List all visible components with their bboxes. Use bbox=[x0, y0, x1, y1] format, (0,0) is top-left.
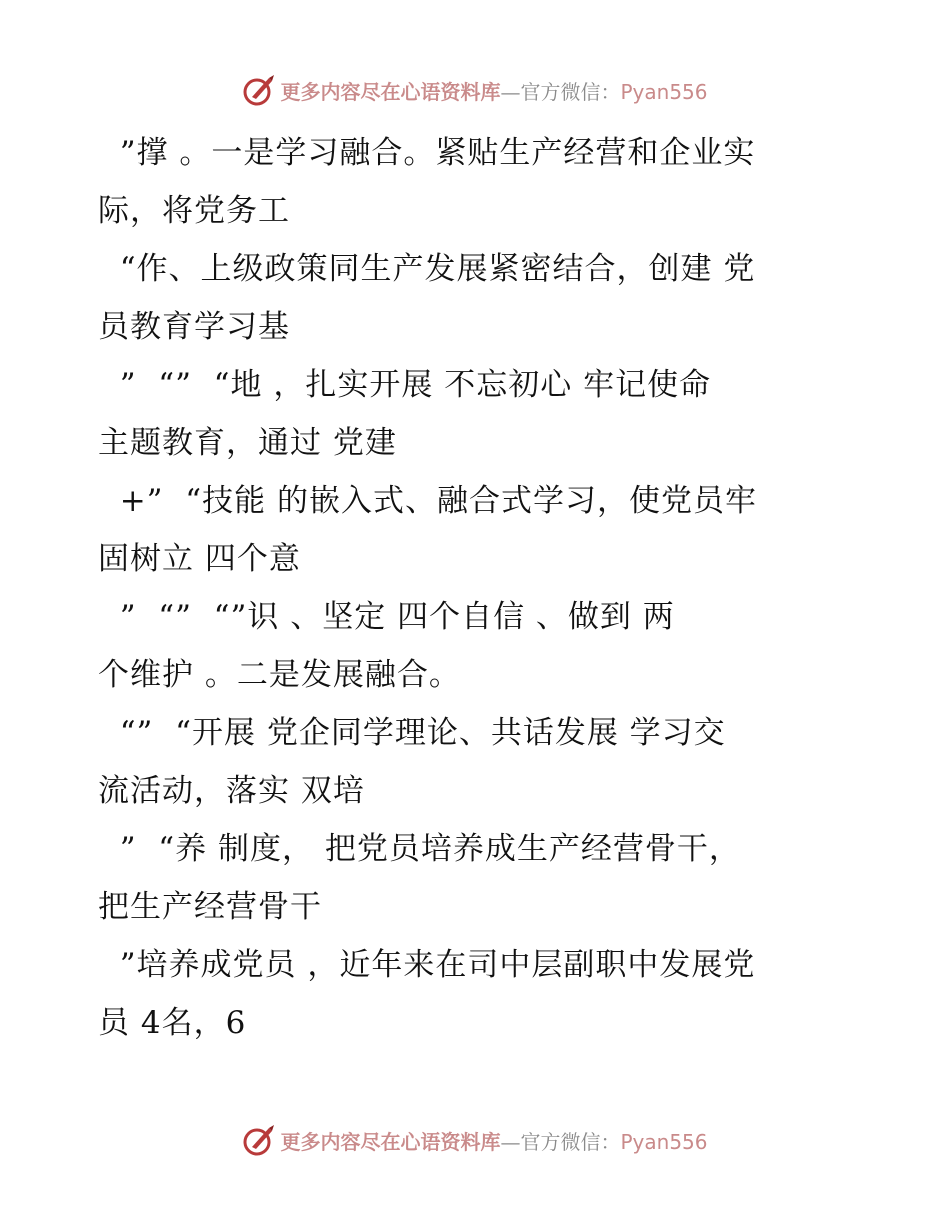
header-watermark bbox=[0, 70, 950, 110]
watermark-side-text: —官方微信： bbox=[500, 1129, 621, 1154]
body-line: ” “” “”识 、坚定 四个自信 、做到 两 bbox=[98, 599, 675, 635]
watermark-side-text: —官方微信： bbox=[500, 79, 621, 104]
body-line: 把生产经营骨干 bbox=[98, 889, 322, 925]
body-line: 员 4名，6 bbox=[98, 1005, 247, 1041]
body-line: 际，将党务工 bbox=[98, 193, 290, 229]
watermark-id-text: Pyan556 bbox=[620, 1129, 708, 1154]
body-line: 流活动，落实 双培 bbox=[98, 773, 365, 809]
watermark-main-text: 更多内容尽在心语资料库 bbox=[280, 1129, 501, 1154]
watermark-text bbox=[280, 76, 707, 105]
watermark-main-text: 更多内容尽在心语资料库 bbox=[280, 79, 501, 104]
watermark-id-text: Pyan556 bbox=[620, 79, 708, 104]
body-line: ”培养成党员 ，近年来在司中层副职中发展党 bbox=[98, 947, 756, 983]
body-line: “作、上级政策同生产发展紧密结合，创建 党 bbox=[98, 251, 756, 287]
watermark-text bbox=[280, 1126, 707, 1155]
document-body bbox=[98, 124, 858, 1052]
body-line: 员教育学习基 bbox=[98, 309, 290, 345]
body-line: 固树立 四个意 bbox=[98, 541, 301, 577]
body-line: +” “技能 的嵌入式、融合式学习，使党员牢 bbox=[98, 483, 757, 519]
body-line: 个维护 。二是发展融合。 bbox=[98, 657, 461, 693]
body-line: ”撑 。一是学习融合。紧贴生产经营和企业实 bbox=[98, 135, 756, 171]
footer-watermark bbox=[0, 1120, 950, 1160]
body-line: ” “养 制度， 把党员培养成生产经营骨干， bbox=[98, 831, 741, 867]
body-line: 主题教育，通过 党建 bbox=[98, 425, 397, 461]
body-line: “” “开展 党企同学理论、共话发展 学习交 bbox=[98, 715, 726, 751]
body-line: ” “” “地 ，扎实开展 不忘初心 牢记使命 bbox=[98, 367, 712, 403]
quill-circle-logo-icon bbox=[242, 1123, 276, 1157]
quill-circle-logo-icon bbox=[242, 73, 276, 107]
